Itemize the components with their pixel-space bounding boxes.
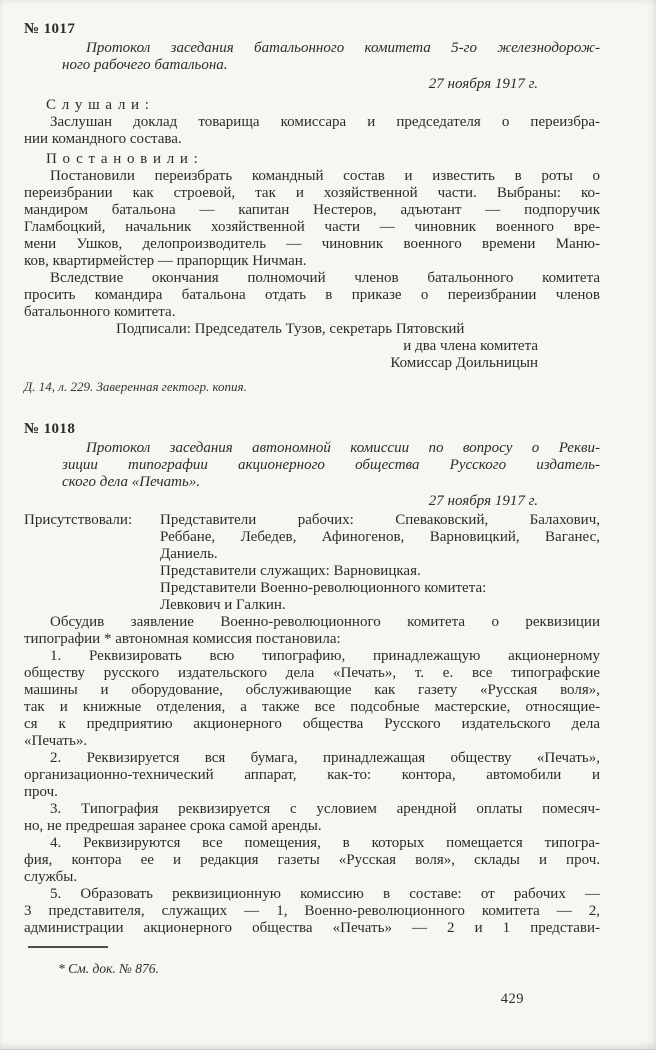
paragraph bbox=[24, 168, 600, 270]
text-line: переизбрании как строевой, так и хозяйственной части. Выбраны: ко- bbox=[24, 185, 600, 201]
text-line: Заслушан доклад товарища комиссара и председателя о переизбра- bbox=[50, 114, 600, 130]
text-line: ского дела «Печать». bbox=[62, 474, 201, 490]
paragraph bbox=[24, 614, 600, 648]
signatures-block bbox=[24, 321, 600, 372]
text-line: нии командного состава. bbox=[24, 131, 182, 147]
text-line: мандиром батальона — капитан Нестеров, адъютант — подпоручик bbox=[24, 202, 600, 218]
text-line: Представители рабочих: Спеваковский, Балахович, bbox=[160, 512, 600, 528]
text-line: ного рабочего батальона. bbox=[62, 57, 228, 73]
text-line: Левкович и Галкин. bbox=[160, 597, 286, 613]
text-line: фия, контора ее и редакция газеты «Русская воля», склады и проч. bbox=[24, 852, 600, 868]
text-line: ков, квартирмейстер — прапорщик Ничман. bbox=[24, 253, 307, 269]
paragraph bbox=[24, 750, 600, 801]
document-date: 27 ноября 1917 г. bbox=[428, 76, 538, 92]
text-line: обществу русского издательского дела «Печать», т. е. все типографские bbox=[24, 665, 600, 681]
attendees-label: Присутствовали: bbox=[24, 512, 133, 528]
signature-line: Подписали: Председатель Тузов, секретарь Пятовский bbox=[116, 321, 465, 337]
paragraph bbox=[24, 270, 600, 321]
document-number: № 1018 bbox=[24, 421, 76, 437]
text-line: организационно-технический аппарат, как-то: контора, автомобили и bbox=[24, 767, 600, 783]
text-line: Обсудив заявление Военно-революционного комитета о реквизиции bbox=[50, 614, 600, 630]
document-number: № 1017 bbox=[24, 21, 76, 37]
text-line: Реббане, Лебедев, Афиногенов, Варновицкий, Ваганес, bbox=[160, 529, 600, 545]
section-heading: Слушали: bbox=[46, 97, 155, 113]
paragraph bbox=[24, 114, 600, 148]
footnote-rule bbox=[28, 946, 108, 948]
text-line: Постановили переизбрать командный состав и известить в роты о bbox=[50, 168, 600, 184]
document-2 bbox=[24, 420, 600, 937]
text-line: администрации акционерного общества «Печать» — 2 и 1 представи- bbox=[24, 920, 600, 936]
text-line: Гламбоцкий, начальник хозяйственной части — чиновник военного вре- bbox=[24, 219, 600, 235]
section-heading: Постановили: bbox=[46, 151, 204, 167]
text-line: Даниель. bbox=[160, 546, 218, 562]
signature-line: и два члена комитета bbox=[403, 338, 538, 354]
text-line: Представители служащих: Варновицкая. bbox=[160, 563, 421, 579]
document-title bbox=[62, 440, 600, 491]
text-line: Протокол заседания автономной комиссии по вопросу о Рекви- bbox=[86, 440, 600, 456]
text-line: Вследствие окончания полномочий членов батальонного комитета bbox=[50, 270, 600, 286]
document-1 bbox=[24, 20, 600, 396]
paragraph bbox=[24, 886, 600, 937]
text-line: зиции типографии акционерного общества Русского издатель- bbox=[62, 457, 600, 473]
footnote-text: * См. док. № 876. bbox=[58, 961, 159, 976]
text-line: 2. Реквизируется вся бумага, принадлежащая обществу «Печать», bbox=[50, 750, 600, 766]
text-line: мени Ушков, делопроизводитель — чиновник военного времени Маню- bbox=[24, 236, 600, 252]
paragraph bbox=[24, 648, 600, 750]
text-line: просить командира батальона отдать в приказе о переизбрании членов bbox=[24, 287, 600, 303]
text-line: 3 представителя, служащих — 1, Военно-революционного комитета — 2, bbox=[24, 903, 600, 919]
text-line: 1. Реквизировать всю типографию, принадлежащую акционерному bbox=[50, 648, 600, 664]
attendees-block bbox=[24, 512, 600, 614]
text-line: типографии * автономная комиссия постановила: bbox=[24, 631, 341, 647]
paragraph bbox=[24, 801, 600, 835]
text-line: 4. Реквизируются все помещения, в которых помещается типогра- bbox=[50, 835, 600, 851]
text-line: Протокол заседания батальонного комитета 5-го железнодорож- bbox=[86, 40, 600, 56]
text-line: «Печать». bbox=[24, 733, 88, 749]
text-line: батальонного комитета. bbox=[24, 304, 176, 320]
text-line: 5. Образовать реквизиционную комиссию в составе: от рабочих — bbox=[50, 886, 600, 902]
document-title bbox=[62, 40, 600, 74]
page-number: 429 bbox=[500, 991, 524, 1007]
attendees-content bbox=[160, 512, 600, 614]
text-line: так и книжные отделения, а также все подсобные мастерские, относящие- bbox=[24, 699, 600, 715]
documents-area bbox=[24, 20, 600, 937]
text-line: службы. bbox=[24, 869, 78, 885]
archive-source-line: Д. 14, л. 229. Заверенная гектогр. копия. bbox=[24, 379, 247, 394]
text-line: Представители Военно-революционного комитета: bbox=[160, 580, 487, 596]
paragraph bbox=[24, 835, 600, 886]
text-line: машины и оборудование, обслуживающие как газету «Русская воля», bbox=[24, 682, 600, 698]
text-line: но, не предрешая заранее срока самой аренды. bbox=[24, 818, 322, 834]
text-line: ся к предприятию акционерного общества Русского издательского дела bbox=[24, 716, 600, 732]
text-line: 3. Типография реквизируется с условием арендной оплаты помесяч- bbox=[50, 801, 600, 817]
text-line: проч. bbox=[24, 784, 58, 800]
signature-line: Комиссар Доильницын bbox=[390, 355, 538, 371]
document-date: 27 ноября 1917 г. bbox=[428, 493, 538, 509]
